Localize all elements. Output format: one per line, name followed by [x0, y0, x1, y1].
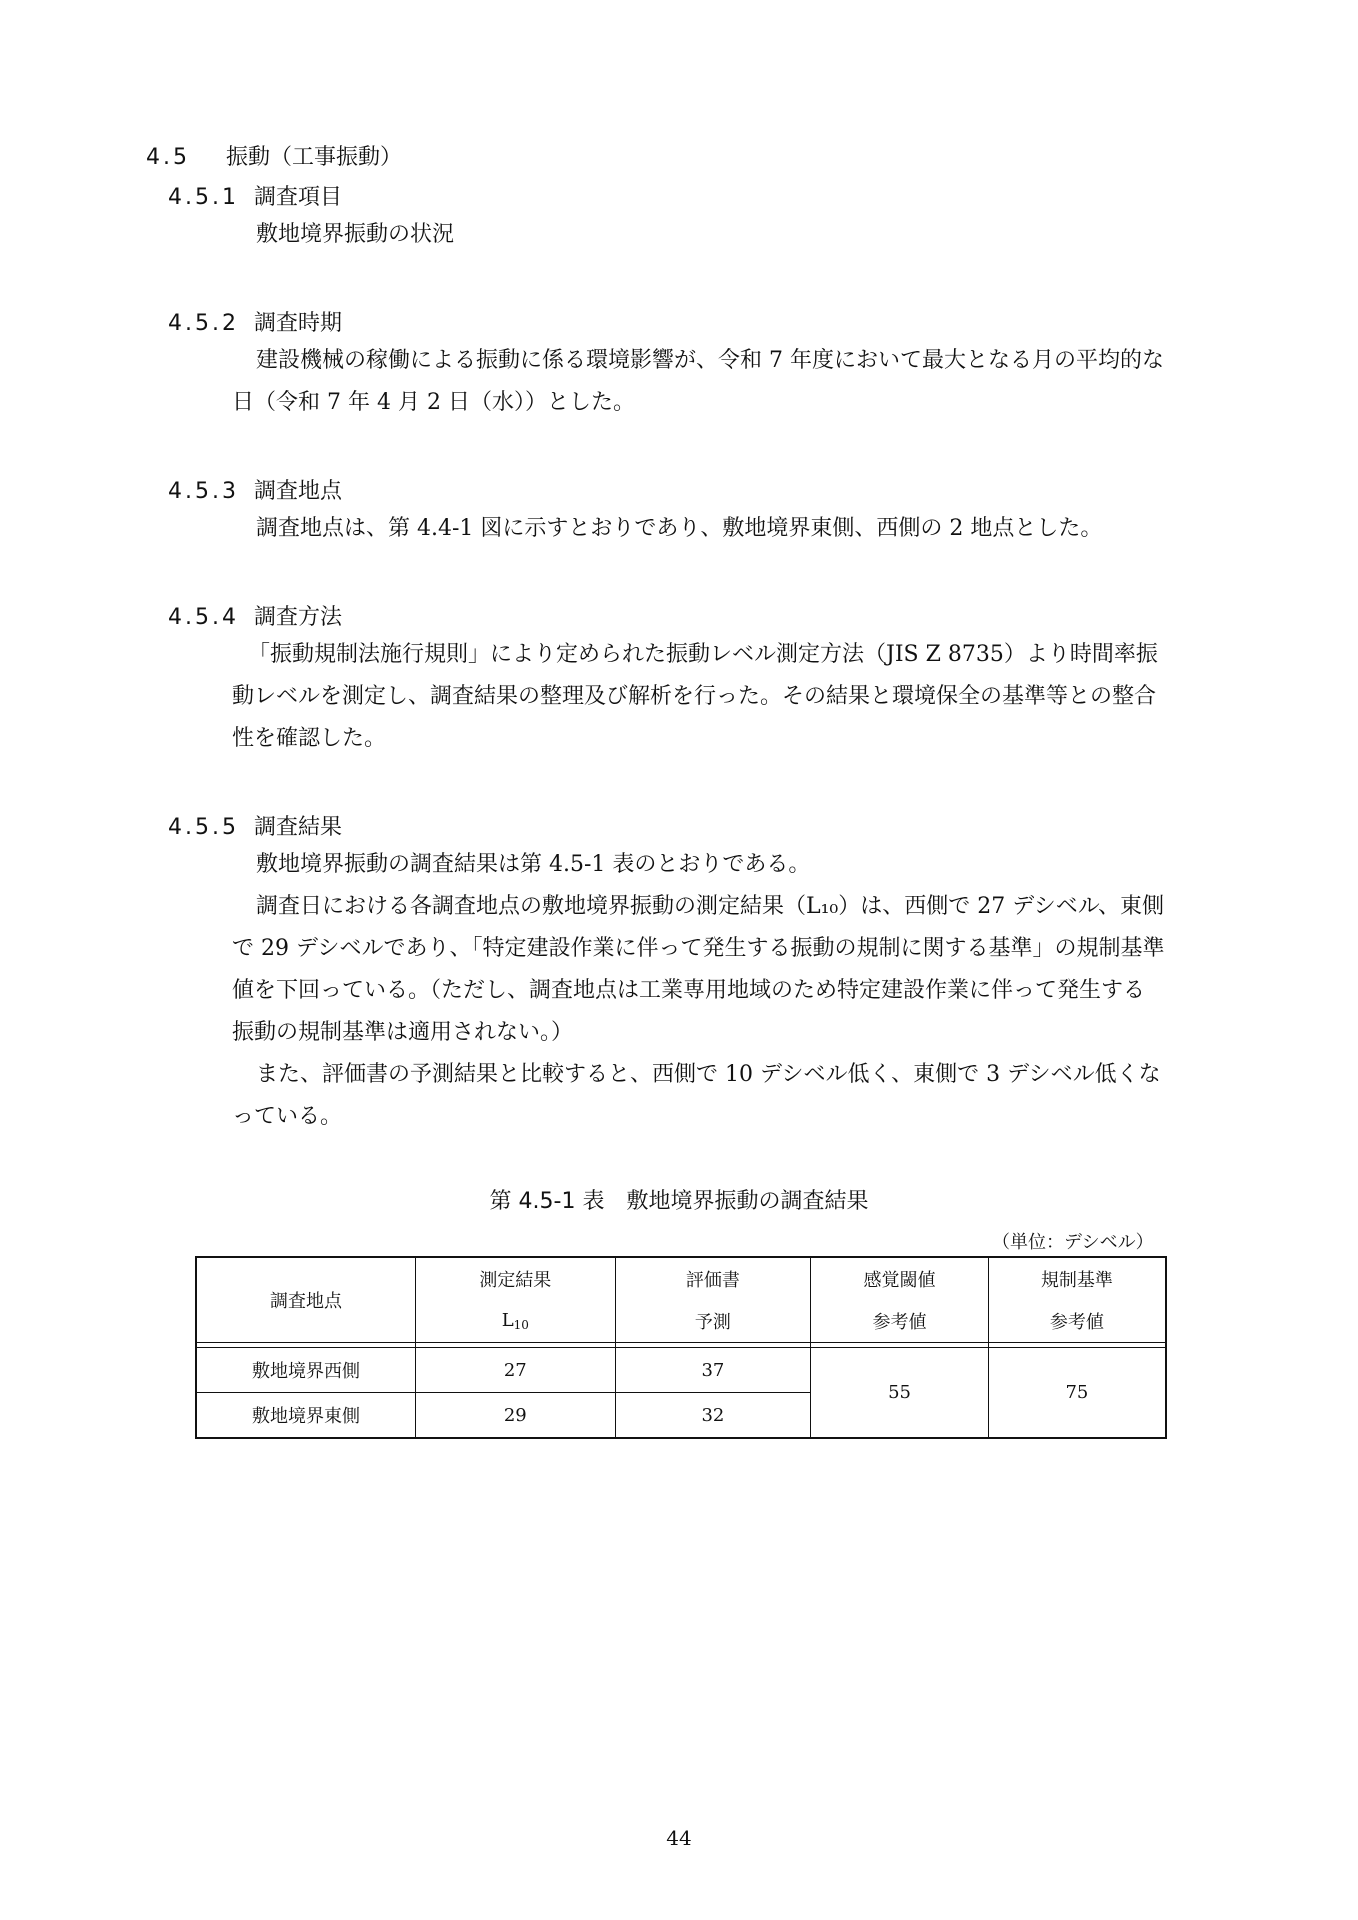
cell-point: 敷地境界東側	[196, 1393, 416, 1439]
subsection-number: 4.5.3	[168, 479, 239, 504]
subsection-title: 調査結果	[254, 815, 343, 840]
subsection-heading-1	[168, 180, 342, 211]
header-measured-symbol	[416, 1300, 616, 1343]
header-forecast: 評価書	[615, 1257, 811, 1300]
cell-point: 敷地境界西側	[196, 1348, 416, 1393]
subsection-number: 4.5.5	[168, 815, 239, 840]
subsection-heading-4	[168, 600, 342, 631]
paragraph-line: 値を下回っている。（ただし、調査地点は工業専用地域のため特定建設作業に伴って発生する	[232, 978, 1146, 1003]
cell-measured: 27	[416, 1348, 616, 1393]
header-measured: 測定結果	[416, 1257, 616, 1300]
cell-forecast: 37	[615, 1348, 811, 1393]
section-number: 4.5	[146, 145, 190, 170]
subsection-title: 調査地点	[254, 479, 343, 504]
paragraph-line: っている。	[232, 1104, 343, 1129]
table-header-row	[196, 1257, 1166, 1300]
result-table	[195, 1256, 1167, 1439]
section-title: 振動（工事振動）	[226, 145, 403, 170]
header-regulation-sub: 参考値	[988, 1300, 1166, 1343]
subsection-heading-2	[168, 306, 342, 337]
subsection-number: 4.5.1	[168, 185, 239, 210]
paragraph-line: 敷地境界振動の状況	[256, 222, 455, 247]
subsection-number: 4.5.4	[168, 605, 239, 630]
subsection-heading-3	[168, 474, 342, 505]
paragraph-line: 性を確認した。	[232, 726, 387, 751]
cell-forecast: 32	[615, 1393, 811, 1439]
subsection-title: 調査項目	[254, 185, 343, 210]
cell-measured: 29	[416, 1393, 616, 1439]
header-threshold: 感覚閾値	[811, 1257, 989, 1300]
table-row	[196, 1348, 1166, 1393]
header-regulation: 規制基準	[988, 1257, 1166, 1300]
subsection-heading-5	[168, 810, 342, 841]
paragraph-line: 振動の規制基準は適用されない。）	[232, 1020, 574, 1045]
table-unit: （単位：デシベル）	[992, 1232, 1154, 1253]
paragraph-line: 敷地境界振動の調査結果は第 4.5-1 表のとおりである。	[256, 852, 811, 877]
paragraph-line: 日（令和 7 年 4 月 2 日（水））とした。	[232, 390, 635, 415]
subsection-title: 調査方法	[254, 605, 343, 630]
l-symbol: L	[501, 1310, 514, 1331]
paragraph-line: 調査地点は、第 4.4-1 図に示すとおりであり、敷地境界東側、西側の 2 地点とした。	[256, 516, 1103, 541]
paragraph-line: 動レベルを測定し、調査結果の整理及び解析を行った。その結果と環境保全の基準等との整合	[232, 684, 1157, 709]
table-caption: 第 4.5-1 表 敷地境界振動の調査結果	[489, 1189, 869, 1214]
paragraph-line: 「振動規制法施行規則」により定められた振動レベル測定方法（JIS Z 8735）より時間率振	[248, 642, 1158, 667]
paragraph-line: で 29 デシベルであり、「特定建設作業に伴って発生する振動の規制に関する基準」の規制基準	[232, 936, 1165, 961]
paragraph-line: また、評価書の予測結果と比較すると、西側で 10 デシベル低く、東側で 3 デシベル低くな	[256, 1062, 1161, 1087]
header-forecast-sub: 予測	[615, 1300, 811, 1343]
subsection-number: 4.5.2	[168, 311, 239, 336]
page-number: 44	[666, 1826, 692, 1850]
paragraph-line: 建設機械の稼働による振動に係る環境影響が、令和 7 年度において最大となる月の平均的な	[256, 348, 1164, 373]
cell-threshold: 55	[811, 1348, 989, 1439]
l-subscript: 10	[513, 1318, 529, 1332]
header-point: 調査地点	[196, 1257, 416, 1343]
header-threshold-sub: 参考値	[811, 1300, 989, 1343]
subsection-title: 調査時期	[254, 311, 343, 336]
cell-regulation: 75	[988, 1348, 1166, 1439]
paragraph-line: 調査日における各調査地点の敷地境界振動の測定結果（L₁₀）は、西側で 27 デシベル、東側	[256, 894, 1165, 919]
section-heading	[146, 140, 402, 171]
